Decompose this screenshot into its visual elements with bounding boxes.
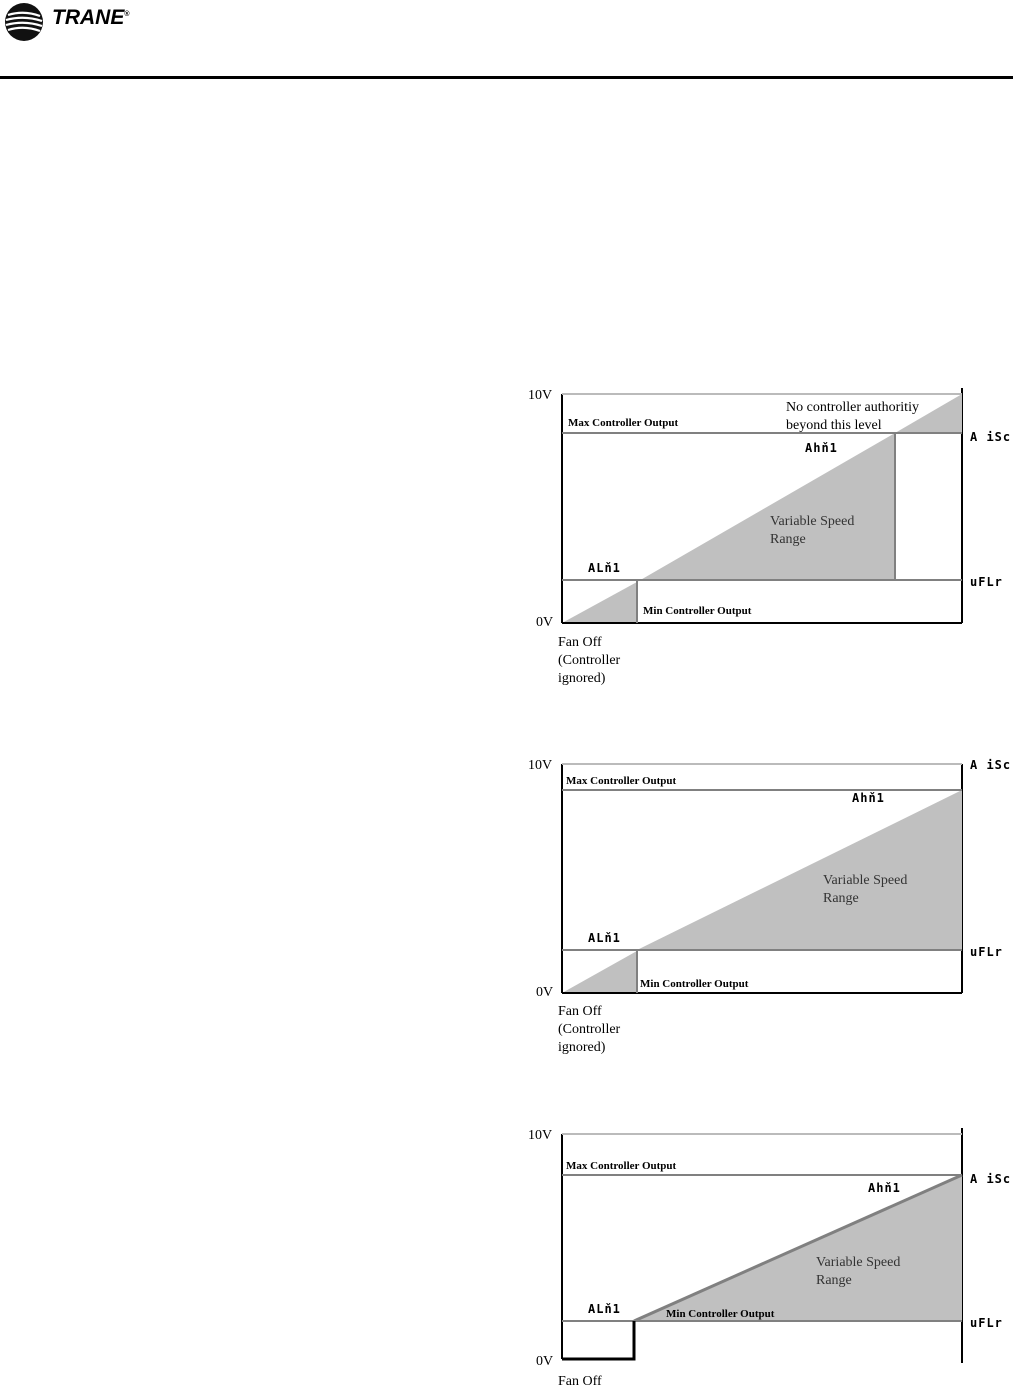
fan-off-step xyxy=(562,1321,634,1359)
trane-logo-icon xyxy=(2,2,46,42)
high-setpoint-code: Ahň1 xyxy=(868,1181,901,1195)
brand-name: TRANE® xyxy=(52,6,130,29)
header-rule xyxy=(0,76,1013,79)
right-lower-code: uFLr xyxy=(970,1316,1003,1330)
variable-speed-region xyxy=(637,790,962,950)
ten-volt-label: 10V xyxy=(528,388,553,403)
right-lower-code: uFLr xyxy=(970,575,1003,589)
range-label: Range xyxy=(823,891,859,906)
range-label: Range xyxy=(816,1273,852,1288)
min-output-label: Min Controller Output xyxy=(643,605,752,617)
diagram-3 xyxy=(520,1120,1010,1390)
min-output-label: Min Controller Output xyxy=(666,1308,775,1320)
ignored-label: ignored) xyxy=(558,1040,606,1055)
zero-volt-label: 0V xyxy=(536,1354,554,1369)
zero-volt-label: 0V xyxy=(536,615,554,630)
low-setpoint-code: ALň1 xyxy=(588,561,621,575)
no-authority-note-line1: No controller authoritiy xyxy=(786,400,919,415)
page-header xyxy=(0,0,1013,80)
controller-label: (Controller xyxy=(558,1022,621,1037)
range-label: Range xyxy=(770,532,806,547)
ten-volt-label: 10V xyxy=(528,758,553,773)
ramp-low-shading xyxy=(562,951,637,993)
controller-label: (Controller xyxy=(558,653,621,668)
diagram-2 xyxy=(520,750,1010,1070)
max-output-label: Max Controller Output xyxy=(568,417,679,429)
min-output-label: Min Controller Output xyxy=(640,978,749,990)
max-output-label: Max Controller Output xyxy=(566,1160,677,1172)
variable-speed-label: Variable Speed xyxy=(823,873,908,888)
max-output-label: Max Controller Output xyxy=(566,775,677,787)
right-lower-code: uFLr xyxy=(970,945,1003,959)
zero-volt-label: 0V xyxy=(536,985,554,1000)
ten-volt-label: 10V xyxy=(528,1128,553,1143)
low-setpoint-code: ALň1 xyxy=(588,1302,621,1316)
no-authority-note-line2: beyond this level xyxy=(786,418,882,433)
variable-speed-region xyxy=(637,433,895,582)
right-upper-code: A iSc xyxy=(970,430,1012,444)
right-upper-code: A iSc xyxy=(970,1172,1012,1186)
ignored-label: ignored) xyxy=(558,671,606,686)
fan-off-label: Fan Off xyxy=(558,635,602,650)
ramp-low-shading xyxy=(562,582,637,623)
fan-off-label: Fan Off xyxy=(558,1004,602,1019)
right-upper-code: A iSc xyxy=(970,758,1012,772)
fan-off-label: Fan Off xyxy=(558,1374,602,1389)
variable-speed-label: Variable Speed xyxy=(816,1255,901,1270)
high-setpoint-code: Ahň1 xyxy=(852,791,885,805)
low-setpoint-code: ALň1 xyxy=(588,931,621,945)
diagram-1 xyxy=(520,380,1010,700)
high-setpoint-code: Ahň1 xyxy=(805,441,838,455)
variable-speed-label: Variable Speed xyxy=(770,514,855,529)
